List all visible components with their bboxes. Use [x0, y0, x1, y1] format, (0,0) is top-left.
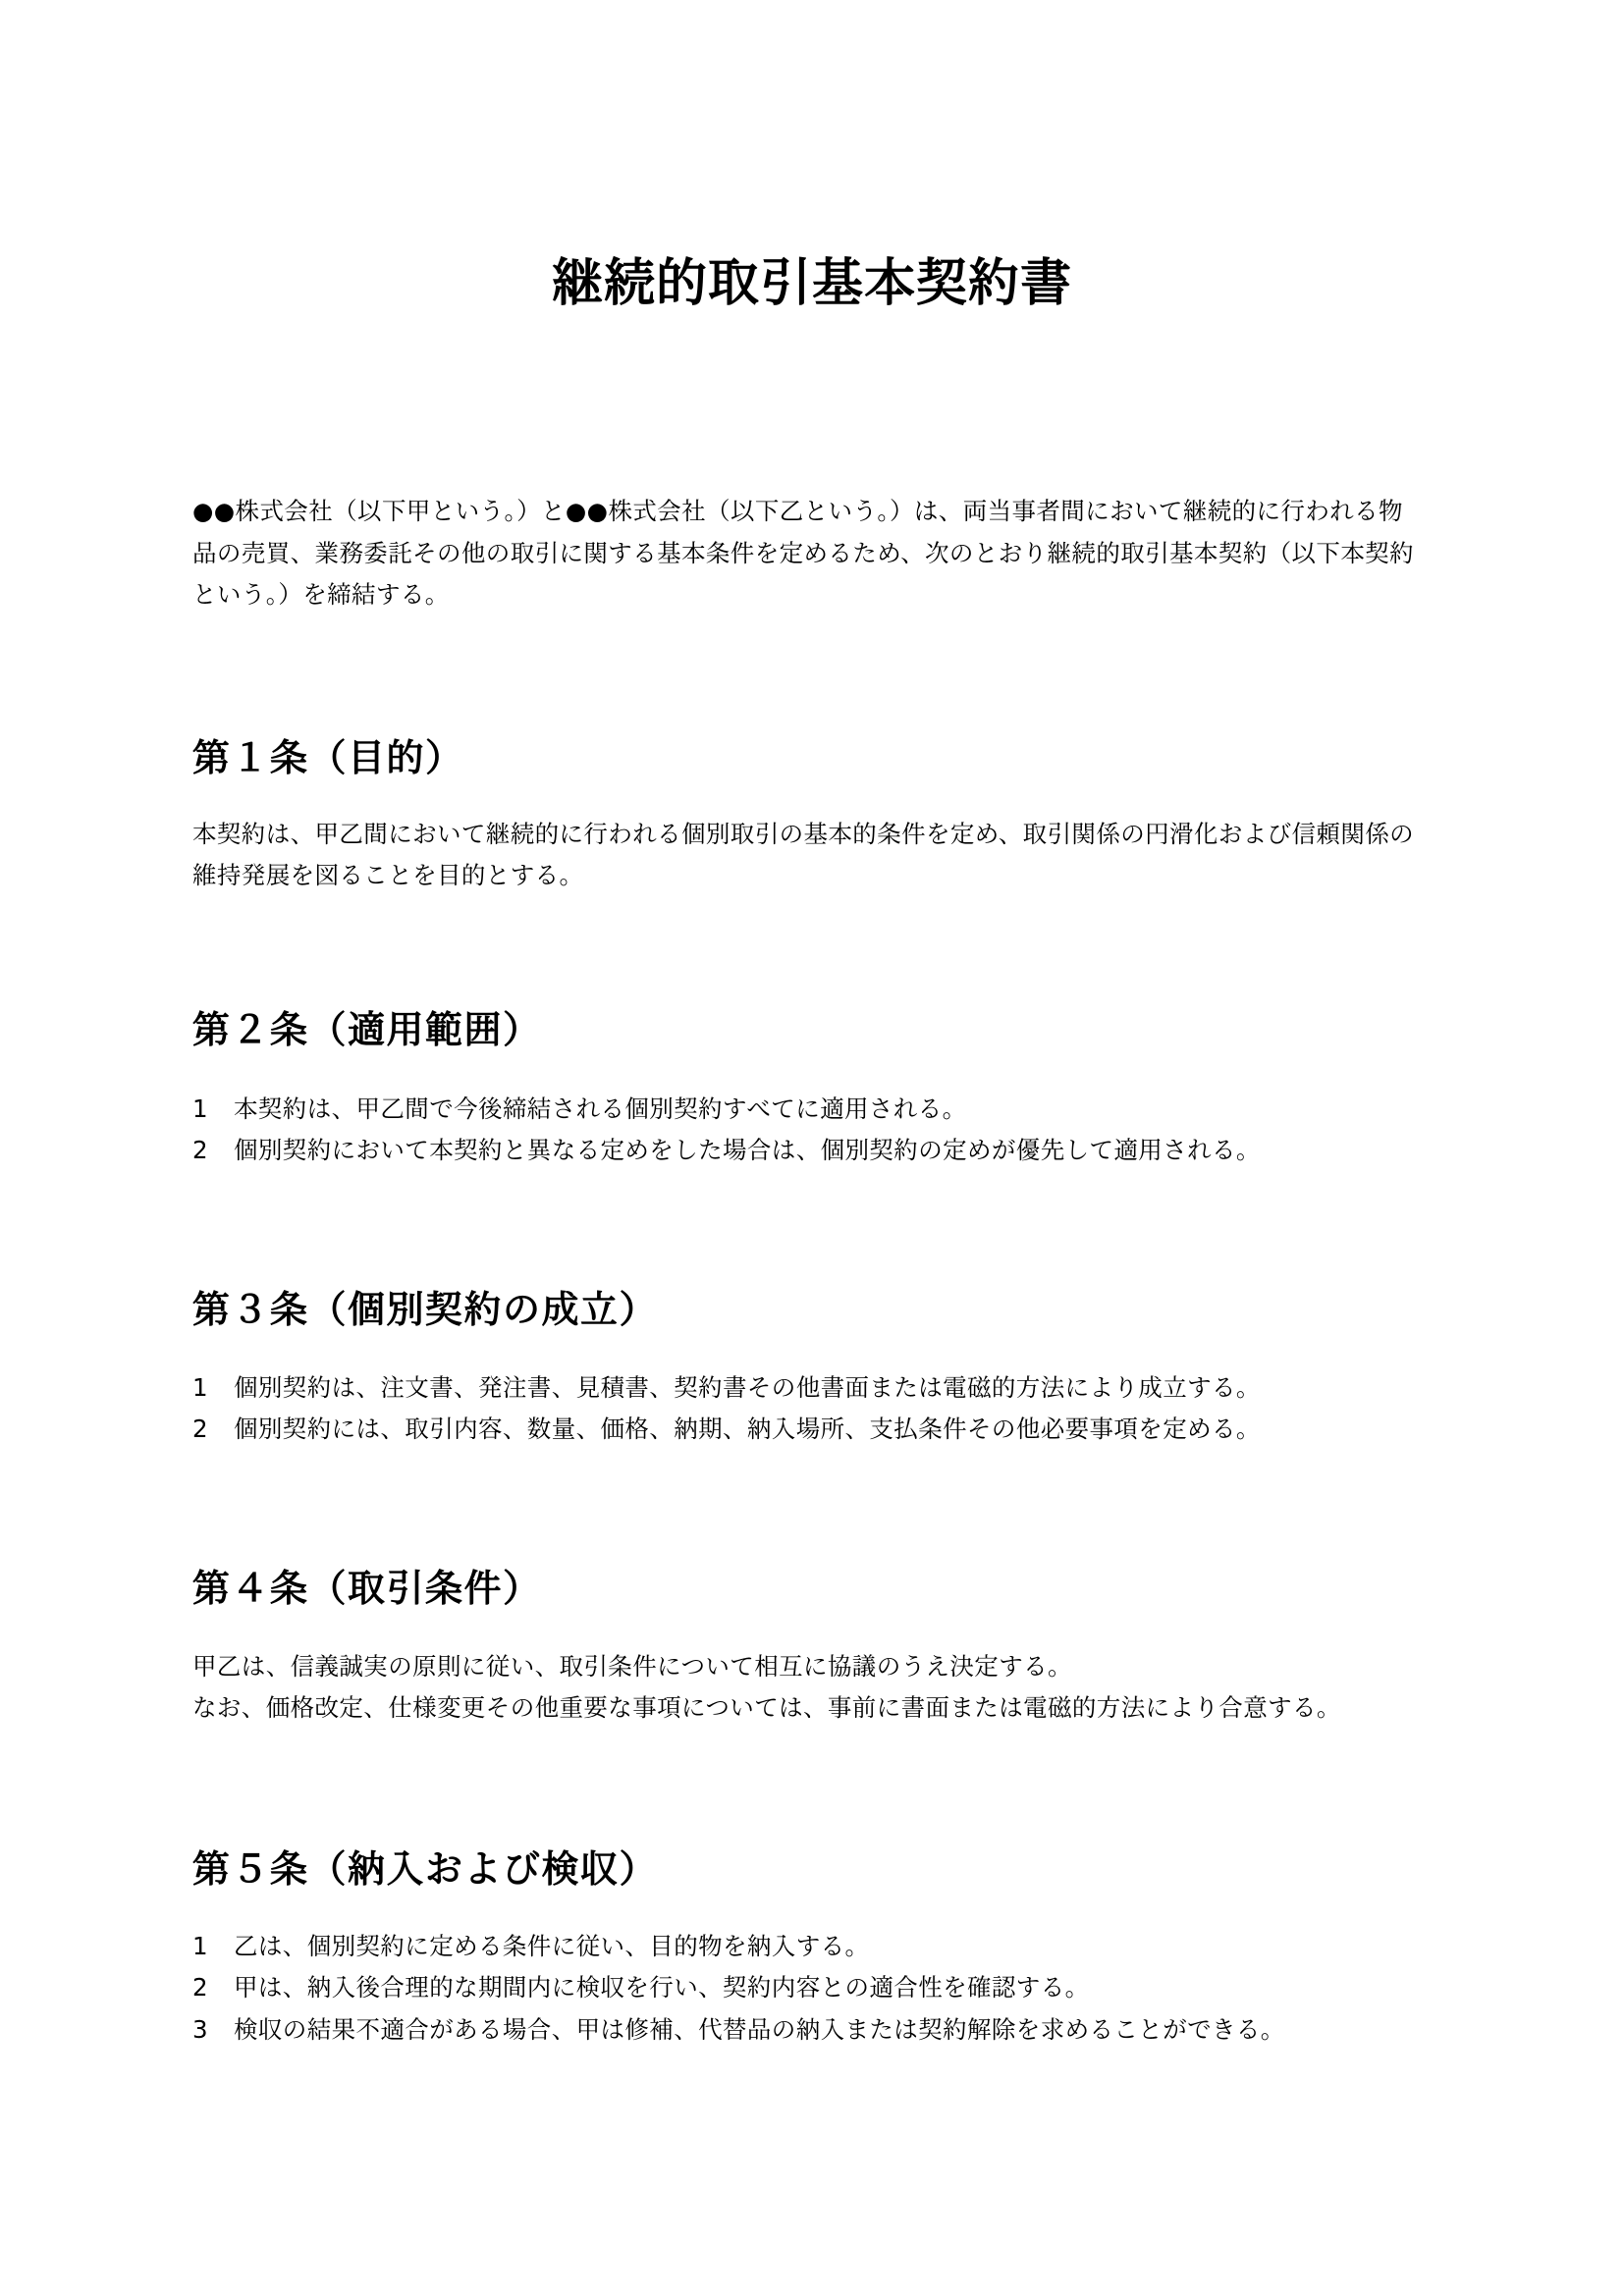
list-item: [192, 1967, 1415, 2008]
list-item-text: 検収の結果不適合がある場合、甲は修補、代替品の納入または契約解除を求めることができる。: [234, 2014, 1285, 2044]
list-item-number: 1: [192, 1095, 208, 1124]
article-5-list: [192, 1926, 1415, 2050]
article-1-heading: 第１条（目的）: [192, 735, 464, 779]
article-3-body: [192, 1367, 1415, 1450]
list-item-text: 乙は、個別契約に定める条件に従い、目的物を納入する。: [234, 1932, 870, 1961]
article-2-heading: 第２条（適用範囲）: [192, 1007, 542, 1051]
preamble-paragraph: ●●株式会社（以下甲という。）と●●株式会社（以下乙という。）は、両当事者間において継続的に行われる物品の売買、業務委託その他の取引に関する基本条件を定めるため、次のとおり継続的取引基本契約（以下本契約という。）を締結する。: [192, 497, 1415, 609]
article-4-body: [192, 1646, 1415, 1729]
article-5-heading: 第５条（納入および検収）: [192, 1846, 659, 1891]
list-item-number: 3: [192, 2014, 208, 2044]
article-3-list: [192, 1367, 1415, 1450]
list-item-number: 1: [192, 1372, 208, 1402]
list-item: [192, 1409, 1415, 1450]
article-3: [192, 1287, 1432, 1450]
article-4-paragraph-1: 甲乙は、信義誠実の原則に従い、取引条件について相互に協議のうえ決定する。: [192, 1651, 1072, 1681]
article-1: [192, 735, 1432, 897]
list-item: [192, 2009, 1415, 2051]
list-item-text: 個別契約は、注文書、発注書、見積書、契約書その他書面または電磁的方法により成立する。: [234, 1372, 1261, 1402]
article-4: [192, 1566, 1432, 1729]
list-item: [192, 1130, 1415, 1171]
article-1-paragraph-1: 本契約は、甲乙間において継続的に行われる個別取引の基本的条件を定め、取引関係の円滑化および信頼関係の維持発展を図ることを目的とする。: [192, 820, 1415, 890]
list-item-text: 甲は、納入後合理的な期間内に検収を行い、契約内容との適合性を確認する。: [234, 1973, 1090, 2002]
article-4-paragraph-2: なお、価格改定、仕様変更その他重要な事項については、事前に書面または電磁的方法により合意する。: [192, 1692, 1341, 1722]
article-4-heading: 第４条（取引条件）: [192, 1567, 542, 1611]
page-title: 継続的取引基本契約書: [551, 254, 1072, 313]
list-item-number: 2: [192, 1136, 208, 1165]
list-item-number: 2: [192, 1973, 208, 2002]
article-2-body: [192, 1089, 1415, 1171]
article-1-body: [192, 814, 1415, 896]
list-item: [192, 1926, 1415, 1967]
article-5-body: [192, 1926, 1415, 2050]
list-item-text: 本契約は、甲乙間で今後締結される個別契約すべてに適用される。: [234, 1095, 967, 1124]
article-3-heading: 第３条（個別契約の成立）: [192, 1288, 659, 1332]
list-item-number: 1: [192, 1932, 208, 1961]
article-2: [192, 1007, 1432, 1172]
list-item: [192, 1367, 1415, 1409]
article-5: [192, 1846, 1432, 2051]
list-item: [192, 1089, 1415, 1130]
list-item-number: 2: [192, 1414, 208, 1443]
document-content: [192, 0, 1432, 2051]
list-item-text: 個別契約において本契約と異なる定めをした場合は、個別契約の定めが優先して適用される。: [234, 1136, 1261, 1165]
list-item-text: 個別契約には、取引内容、数量、価格、納期、納入場所、支払条件その他必要事項を定める。: [234, 1414, 1261, 1443]
article-2-list: [192, 1089, 1415, 1171]
